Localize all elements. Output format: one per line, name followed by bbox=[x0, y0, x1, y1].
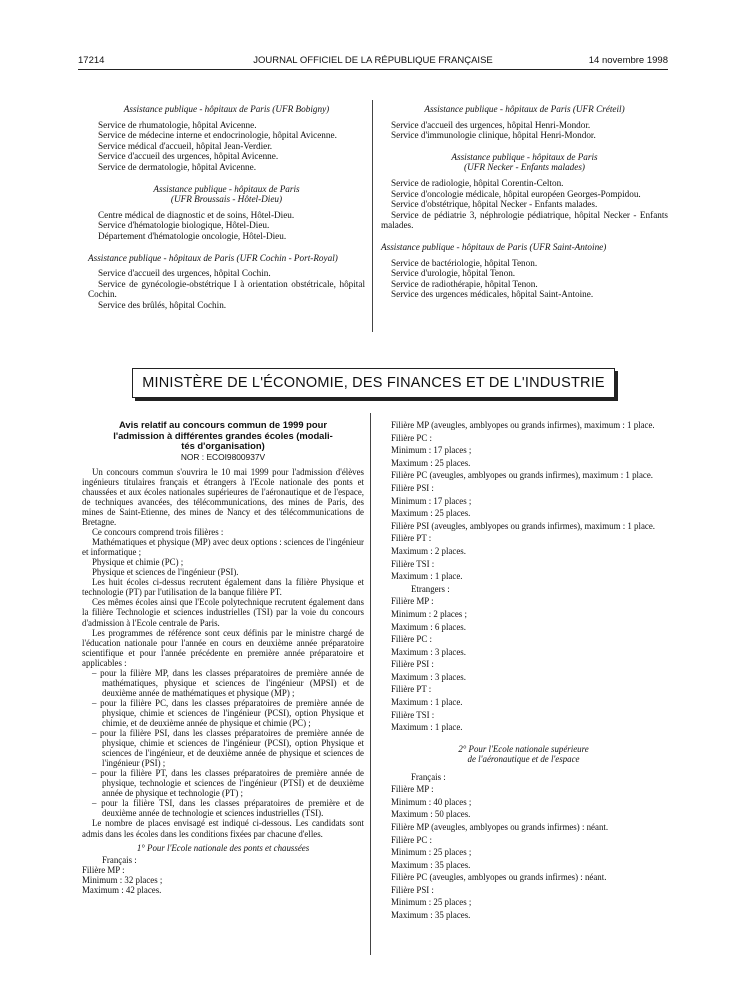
text-line: Service d'accueil des urgences, hôpital Avicenne. bbox=[98, 151, 279, 162]
text-line: Filière PC (aveugles, amblyopes ou grands infirmes) : néant. bbox=[391, 872, 607, 883]
text-line: Minimum : 2 places ; bbox=[391, 608, 467, 619]
avis-title: tés d'organisation) bbox=[181, 440, 265, 452]
subsection-heading: de l'aéronautique et de l'espace bbox=[467, 754, 580, 765]
avis-title: Avis relatif au concours commun de 1999 pour bbox=[118, 419, 328, 430]
text-line: Département d'hématologie oncologie, Hôtel-Dieu. bbox=[98, 230, 287, 241]
text-line: Filière PSI (aveugles, amblyopes ou grands infirmes), maximum : 1 place. bbox=[391, 520, 655, 531]
text-line: Filière PC (aveugles, amblyopes ou grands infirmes), maximum : 1 place. bbox=[391, 470, 654, 481]
text-line: Service d'obstétrique, hôpital Necker - Enfants malades. bbox=[391, 199, 598, 210]
text-line: Maximum : 6 places. bbox=[391, 621, 466, 632]
page-number: 17214 bbox=[78, 55, 105, 66]
text-line: Minimum : 25 places ; bbox=[391, 897, 472, 908]
text-line: Service d'immunologie clinique, hôpital Henri-Mondor. bbox=[391, 130, 596, 141]
journal-title: JOURNAL OFFICIEL DE LA RÉPUBLIQUE FRANÇAISE bbox=[253, 55, 493, 66]
section-title: (UFR Necker - Enfants malades) bbox=[464, 162, 585, 173]
text-line: Maximum : 3 places. bbox=[391, 671, 466, 682]
list-item: – pour la filière PC, dans les classes préparatoires de première année de physique, chimie et sciences de l'ingénieur (PCSI), option Physique et chimie, et de deuxième année de physique et chimie (PC) ; bbox=[92, 697, 364, 728]
paragraph: Physique et chimie (PC) ; bbox=[92, 557, 184, 568]
text-line: Maximum : 25 places. bbox=[391, 457, 471, 468]
paragraph: Ces mêmes écoles ainsi que l'Ecole polytechnique recrutent également dans la filière Technologie et sciences industrielles (TSI) par la voie du concours d'admission à l'Ecole centrale de Paris. bbox=[82, 597, 364, 628]
text-line: Service de médecine interne et endocrinologie, hôpital Avicenne. bbox=[98, 130, 337, 141]
paragraph: Mathématiques et physique (MP) avec deux options : sciences de l'ingénieur et informatique ; bbox=[82, 537, 364, 558]
column-separator bbox=[372, 100, 373, 332]
text-line: Filière MP (aveugles, amblyopes ou grands infirmes) : néant. bbox=[391, 821, 609, 832]
text-line: Minimum : 17 places ; bbox=[391, 445, 472, 456]
text-line: Service de gynécologie-obstétrique I à orientation obstétricale, hôpital Cochin. bbox=[88, 278, 365, 300]
text-line: Filière PC : bbox=[391, 432, 432, 443]
page-header bbox=[78, 55, 668, 69]
text-line: Filière PSI : bbox=[391, 659, 434, 670]
text-line: Filière PT : bbox=[391, 684, 432, 695]
text-line: Service médical d'accueil, hôpital Jean-Verdier. bbox=[98, 140, 273, 151]
column-separator bbox=[370, 413, 371, 955]
text-line: Service d'accueil des urgences, hôpital Cochin. bbox=[98, 268, 271, 279]
issue-date: 14 novembre 1998 bbox=[588, 55, 668, 66]
list-item: – pour la filière MP, dans les classes préparatoires de première année de mathématiques, physique et sciences de l'ingénieur (MPSI) et de deuxième année de mathématiques et physique (MP) ; bbox=[92, 667, 364, 698]
text-line: Service de radiothérapie, hôpital Tenon. bbox=[391, 278, 538, 289]
text-line: Minimum : 25 places ; bbox=[391, 847, 472, 858]
section-title: Assistance publique - hôpitaux de Paris (UFR Bobigny) bbox=[123, 104, 330, 114]
avis-column bbox=[82, 420, 364, 895]
text-line: Français : bbox=[102, 854, 137, 865]
top-left-column bbox=[88, 104, 365, 311]
avis-title: l'admission à différentes grandes écoles (modali- bbox=[113, 429, 333, 441]
text-line: Minimum : 32 places ; bbox=[82, 874, 163, 885]
text-line: Minimum : 17 places ; bbox=[391, 495, 472, 506]
list-item: – pour la filière PT, dans les classes préparatoires de première année de physique, technologie et sciences de l'ingénieur (PTSI) et de deuxième année de physique et technologie (PT) ; bbox=[92, 768, 364, 799]
text-line: Maximum : 50 places. bbox=[391, 809, 471, 820]
places-column bbox=[381, 420, 666, 920]
section-title: (UFR Broussais - Hôtel-Dieu) bbox=[170, 194, 283, 205]
text-line: Filière PC : bbox=[391, 634, 432, 645]
text-line: Filière PT : bbox=[391, 533, 432, 544]
text-line: Maximum : 3 places. bbox=[391, 646, 466, 657]
top-right-column bbox=[381, 104, 668, 300]
text-line: Maximum : 35 places. bbox=[391, 859, 471, 870]
list-item: – pour la filière PSI, dans les classes préparatoires de première année de physique, chimie et sciences de l'ingénieur (PCSI), option Physique et sciences de l'ingénieur, et de deuxième année de physique et sciences de l'ingénieur (PSI) ; bbox=[92, 728, 364, 769]
text-line: Filière PC : bbox=[391, 834, 432, 845]
text-line: Service de dermatologie, hôpital Avicenne. bbox=[98, 161, 257, 172]
text-line: Français : bbox=[411, 771, 446, 782]
text-line: Service de radiologie, hôpital Corentin-Celton. bbox=[391, 177, 564, 188]
paragraph: Le nombre de places envisagé est indiqué ci-dessous. Les candidats sont admis dans les écoles dans les conditions fixées par chacune d'elles. bbox=[82, 818, 364, 839]
section-title: Assistance publique - hôpitaux de Paris bbox=[153, 183, 300, 194]
subsection-heading: 1° Pour l'Ecole nationale des ponts et chaussées bbox=[136, 842, 310, 853]
subsection-heading: 2° Pour l'Ecole nationale supérieure bbox=[458, 744, 589, 755]
text-line: Maximum : 2 places. bbox=[391, 545, 466, 556]
text-line: Filière PSI : bbox=[391, 482, 434, 493]
text-line: Filière MP (aveugles, amblyopes ou grands infirmes), maximum : 1 place. bbox=[391, 420, 655, 430]
nor-reference: NOR : ECOI9800937V bbox=[180, 451, 266, 462]
text-line: Maximum : 42 places. bbox=[82, 884, 162, 895]
text-line: Service des brûlés, hôpital Cochin. bbox=[98, 299, 227, 310]
ministry-banner: MINISTÈRE DE L'ÉCONOMIE, DES FINANCES ET DE L'INDUSTRIE bbox=[132, 368, 615, 398]
text-line: Filière MP : bbox=[391, 784, 434, 795]
text-line: Service d'hématologie biologique, Hôtel-Dieu. bbox=[98, 220, 270, 231]
paragraph: Les huit écoles ci-dessus recrutent également dans la filière Physique et technologie (PT) par l'utilisation de la banque filière PT. bbox=[82, 577, 364, 598]
text-line: Centre médical de diagnostic et de soins, Hôtel-Dieu. bbox=[98, 209, 295, 220]
section-title: Assistance publique - hôpitaux de Paris (UFR Créteil) bbox=[424, 104, 625, 114]
text-line: Filière TSI : bbox=[391, 558, 435, 569]
header-rule bbox=[78, 69, 668, 70]
section-title: Assistance publique - hôpitaux de Paris (UFR Saint-Antoine) bbox=[381, 241, 607, 252]
text-line: Service de bactériologie, hôpital Tenon. bbox=[391, 257, 538, 268]
text-line: Service d'oncologie médicale, hôpital européen Georges-Pompidou. bbox=[391, 188, 641, 199]
text-line: Service de pédiatrie 3, néphrologie pédiatrique, hôpital Necker - Enfants malades. bbox=[381, 209, 668, 231]
section-title: Assistance publique - hôpitaux de Paris bbox=[451, 151, 598, 162]
text-line: Etrangers : bbox=[411, 583, 450, 594]
text-line: Maximum : 1 place. bbox=[391, 571, 463, 582]
text-line: Service d'accueil des urgences, hôpital Henri-Mondor. bbox=[391, 119, 591, 130]
text-line: Maximum : 1 place. bbox=[391, 722, 463, 733]
text-line: Service de rhumatologie, hôpital Avicenne. bbox=[98, 119, 257, 130]
paragraph: Ce concours comprend trois filières : bbox=[92, 527, 224, 538]
section-title: Assistance publique - hôpitaux de Paris (UFR Cochin - Port-Royal) bbox=[88, 252, 338, 263]
paragraph: Un concours commun s'ouvrira le 10 mai 1999 pour l'admission d'élèves ingénieurs titulaires français et étrangers à l'Ecole nationale des ponts et chaussées et aux écoles nationales supérieures de l'aéronautique et de l'espace, de techniques avancées, des télécommunications, des mines de Paris, des mines de Saint-Etienne, des mines de Nancy et des télécommunications de Bretagne. bbox=[82, 466, 364, 528]
paragraph: Physique et sciences de l'ingénieur (PSI). bbox=[92, 567, 239, 578]
text-line: Maximum : 35 places. bbox=[391, 910, 471, 921]
text-line: Service des urgences médicales, hôpital Saint-Antoine. bbox=[391, 289, 594, 300]
paragraph: Les programmes de référence sont ceux définis par le ministre chargé de l'éducation nationale pour l'année en cours en deuxième année préparatoire scientifique et pour l'année précédente en première année préparatoire et applicables : bbox=[82, 627, 364, 668]
text-line: Minimum : 40 places ; bbox=[391, 796, 472, 807]
text-line: Maximum : 25 places. bbox=[391, 508, 471, 519]
text-line: Filière MP : bbox=[391, 596, 434, 607]
list-item: – pour la filière TSI, dans les classes préparatoires de première et de deuxième année de technologie et sciences industrielles (TSI). bbox=[92, 798, 364, 819]
text-line: Filière PSI : bbox=[391, 884, 434, 895]
text-line: Service d'urologie, hôpital Tenon. bbox=[391, 268, 516, 279]
text-line: Filière MP : bbox=[82, 864, 125, 875]
text-line: Maximum : 1 place. bbox=[391, 697, 463, 708]
text-line: Filière TSI : bbox=[391, 709, 435, 720]
